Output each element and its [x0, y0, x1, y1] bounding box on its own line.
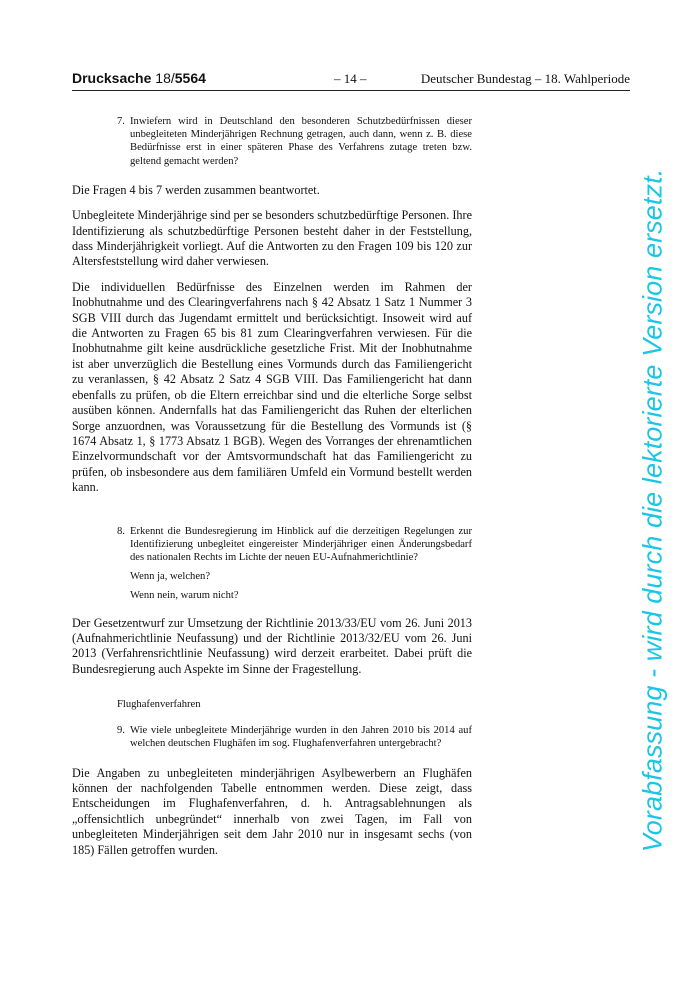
answer-paragraph: Die individuellen Bedürfnisse des Einzelnen werden im Rahmen der Inobhutnahme und des Clearingverfahrens nach § 42 Absatz 1 Satz 1 Nummer 3 SGB VIII durch das Jugendamt ermittelt und berücksichtigt. Insoweit wird auf die Antworten zu Fragen 65 bis 81 zum Clearingverfahren verwiesen. Für die Inobhutnahme gilt keine ausdrückliche gesetzliche Frist. Mit der Inobhutnahme ist aber unverzüglich die Bestellung eines Vormunds durch das Familiengericht zu veranlassen, § 42 Absatz 2 Satz 4 SGB VIII. Das Familiengericht hat dann ebenfalls zu prüfen, ob die Eltern erreichbar sind und die elterliche Sorge selbst ausüben können. Andernfalls hat das Familiengericht das Ruhen der elterlichen Sorge anzuordnen, was Voraussetzung für die Bestellung des Vormunds ist (§ 1674 Absatz 1, § 1773 Absatz 1 BGB). Wegen des Vorranges der ehrenamtlichen Einzelvormundschaft vor der Amtsvormundschaft hat das Familiengericht zu prüfen, ob insbesondere aus dem familiären Umfeld ein Vormund bestellt werden kann.: [72, 279, 472, 495]
answer-paragraph: Die Fragen 4 bis 7 werden zusammen beantwortet.: [72, 182, 320, 197]
document-number: Drucksache 18/5564: [72, 70, 206, 86]
page-content: [72, 115, 472, 858]
question-subtext: Wenn ja, welchen?: [130, 571, 211, 583]
answer-paragraph: Unbegleitete Minderjährige sind per se besonders schutzbedürftige Personen. Ihre Identifizierung als schutzbedürftige Personen besteht daher in der Feststellung, dass Minderjährigkeit vorliegt. Auf die Antworten zu den Fragen 109 bis 120 zur Altersfeststellung wird daher verwiesen.: [72, 208, 472, 269]
question-text: Inwiefern wird in Deutschland den besonderen Schutzbedürfnissen dieser unbegleiteten Minderjährigen Rechnung getragen, auch dann, wenn z. B. diese Bedürfnisse erst in einer späteren Phase des Verfahrens zutage treten bzw. geltend gemacht werden?: [130, 116, 472, 167]
question-number: 7.: [117, 116, 125, 127]
parliament-period: Deutscher Bundestag – 18. Wahlperiode: [420, 71, 630, 86]
question-text: Wie viele unbegleitete Minderjährige wurden in den Jahren 2010 bis 2014 auf welchen deutschen Flughäfen im sog. Flughafenverfahren untergebracht?: [130, 725, 472, 750]
question-9: [72, 724, 472, 750]
watermark-text: Vorabfassung - wird durch die lektorierte Version ersetzt.: [637, 168, 668, 852]
page-header: [72, 70, 630, 91]
question-7: [72, 115, 472, 168]
question-subtext: Wenn nein, warum nicht?: [130, 590, 239, 602]
section-title: Flughafenverfahren: [117, 699, 201, 711]
question-number: 9.: [117, 725, 125, 737]
question-text: Erkennt die Bundesregierung im Hinblick auf die derzeitigen Regelungen zur Identifizierung unbegleitet eingereister Minderjähriger einen Änderungsbedarf des nationalen Rechts im Lichte der neuen EU-Aufnahmerichtlinie?: [130, 525, 472, 563]
answer-paragraph: Der Gesetzentwurf zur Umsetzung der Richtlinie 2013/33/EU vom 26. Juni 2013 (Aufnahmerichtlinie Neufassung) und der Richtlinie 2013/32/EU vom 26. Juni 2013 (Verfahrensrichtlinie Neufassung) wird derzeit erarbeitet. Dabei prüft die Bundesregierung auch Aspekte im Sinne der Fragestellung.: [72, 615, 472, 676]
page-number: – 14 –: [334, 71, 367, 86]
answer-paragraph: Die Angaben zu unbegleiteten minderjährigen Asylbewerbern an Flughäfen können der nachfolgenden Tabelle entnommen werden. Diese zeigt, dass Entscheidungen im Flughafenverfahren, d. h. Antragsablehnungen als „offensichtlich unbegründet“ innerhalb von zwei Tagen, im Fall von unbegleiteten Minderjährigen seit dem Jahr 2010 nur in insgesamt sechs (von 185) Fällen getroffen wurden.: [72, 765, 472, 857]
question-8: [72, 525, 472, 603]
question-number: 8.: [117, 525, 125, 537]
draft-watermark: [628, 110, 678, 910]
